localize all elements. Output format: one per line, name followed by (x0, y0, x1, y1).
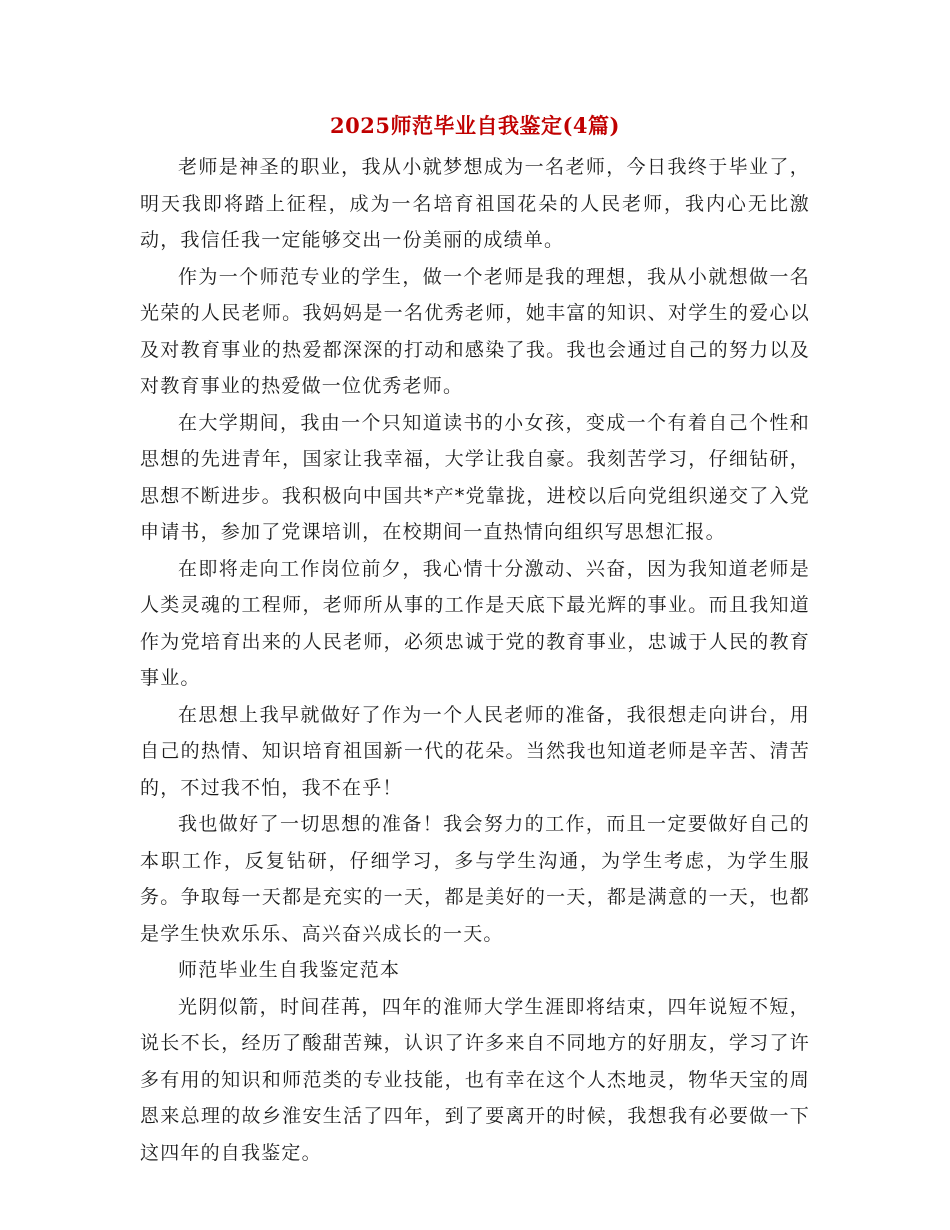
section-heading: 师范毕业生自我鉴定范本 (178, 959, 401, 981)
document-title: 2025师范毕业自我鉴定(4篇) (330, 113, 620, 138)
paragraph: 老师是神圣的职业，我从小就梦想成为一名老师，今日我终于毕业了，明天我即将踏上征程，成为一名培育祖国花朵的人民老师，我内心无比激动，我信任我一定能够交出一份美丽的成绩单。 (140, 156, 810, 251)
paragraph: 在即将走向工作岗位前夕，我心情十分激动、兴奋，因为我知道老师是人类灵魂的工程师，老师所从事的工作是天底下最光辉的事业。而且我知道作为党培育出来的人民老师，必须忠诚于党的教育事业，忠诚于人民的教育事业。 (140, 557, 810, 689)
paragraph: 在大学期间，我由一个只知道读书的小女孩，变成一个有着自己个性和思想的先进青年，国家让我幸福，大学让我自豪。我刻苦学习，仔细钻研，思想不断进步。我积极向中国共*产*党靠拢，进校以后向党组织递交了入党申请书，参加了党课培训，在校期间一直热情向组织写思想汇报。 (140, 411, 810, 543)
paragraph: 光阴似箭，时间荏苒，四年的淮师大学生涯即将结束，四年说短不短，说长不长，经历了酸甜苦辣，认识了许多来自不同地方的好朋友，学习了许多有用的知识和师范类的专业技能，也有幸在这个人杰地灵，物华天宝的周恩来总理的故乡淮安生活了四年，到了要离开的时候，我想我有必要做一下这四年的自我鉴定。 (140, 995, 810, 1164)
paragraph: 在思想上我早就做好了作为一个人民老师的准备，我很想走向讲台，用自己的热情、知识培育祖国新一代的花朵。当然我也知道老师是辛苦、清苦的，不过我不怕，我不在乎！ (140, 703, 810, 799)
document-body (140, 149, 810, 1171)
paragraph: 作为一个师范专业的学生，做一个老师是我的理想，我从小就想做一名光荣的人民老师。我妈妈是一名优秀老师，她丰富的知识、对学生的爱心以及对教育事业的热爱都深深的打动和感染了我。我也会通过自己的努力以及对教育事业的热爱做一位优秀老师。 (140, 265, 810, 397)
paragraph: 我也做好了一切思想的准备！我会努力的工作，而且一定要做好自己的本职工作，反复钻研，仔细学习，多与学生沟通，为学生考虑，为学生服务。争取每一天都是充实的一天，都是美好的一天，都是满意的一天，也都是学生快欢乐乐、高兴奋兴成长的一天。 (140, 813, 810, 945)
